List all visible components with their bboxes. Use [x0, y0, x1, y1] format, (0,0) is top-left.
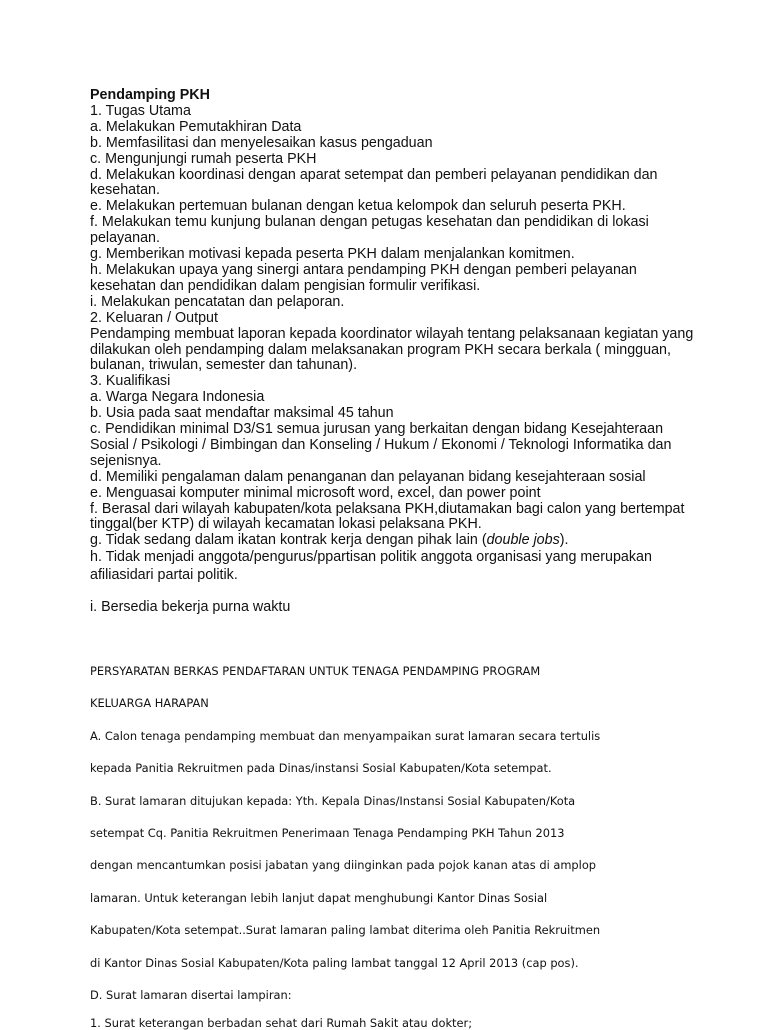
text-line: kesehatan. — [90, 182, 160, 199]
text-line: f. Melakukan temu kunjung bulanan dengan petugas kesehatan dan pendidikan di lokasi — [90, 214, 649, 231]
text-line-cut-off: 1. Surat keterangan berbadan sehat dari Rumah Sakit atau dokter; — [90, 1016, 473, 1030]
text-line: Sosial / Psikologi / Bimbingan dan Konseling / Hukum / Ekonomi / Teknologi Informatika dan — [90, 436, 672, 453]
spacer — [90, 584, 710, 600]
document-body — [90, 88, 710, 616]
paragraph-line: D. Surat lamaran disertai lampiran: — [90, 987, 292, 1002]
text-line: d. Melakukan koordinasi dengan aparat setempat dan pemberi pelayanan pendidikan dan — [90, 166, 658, 183]
paragraph-line: B. Surat lamaran ditujukan kepada: Yth. Kepala Dinas/Instansi Sosial Kabupaten/Kota — [90, 793, 576, 808]
paragraph-line: kepada Panitia Rekruitmen pada Dinas/instansi Sosial Kabupaten/Kota setempat. — [90, 761, 552, 776]
text-line: a. Warga Negara Indonesia — [90, 389, 265, 406]
section-persyaratan-berkas — [90, 663, 710, 1019]
paragraph-line: Kabupaten/Kota setempat..Surat lamaran paling lambat diterima oleh Panitia Rekruitmen — [90, 923, 601, 938]
text-line: c. Mengunjungi rumah peserta PKH — [90, 150, 317, 167]
text-line: c. Pendidikan minimal D3/S1 semua jurusan yang berkaitan dengan bidang Kesejahteraan — [90, 421, 664, 438]
document-title: Pendamping PKH — [90, 87, 210, 103]
paragraph-line: A. Calon tenaga pendamping membuat dan menyampaikan surat lamaran secara tertulis — [90, 728, 601, 743]
text-line: sejenisnya. — [90, 452, 162, 469]
text-line: d. Memiliki pengalaman dalam penanganan dan pelayanan bidang kesejahteraan sosial — [90, 468, 646, 485]
text-line: g. Tidak sedang dalam ikatan kontrak kerja dengan pihak lain (double jobs). — [90, 532, 569, 549]
text-line: i. Bersedia bekerja purna waktu — [90, 599, 291, 616]
text-line: tinggal(ber KTP) di wilayah kecamatan lokasi pelaksana PKH. — [90, 516, 482, 533]
paragraph-line: setempat Cq. Panitia Rekruitmen Penerimaan Tenaga Pendamping PKH Tahun 2013 — [90, 825, 565, 840]
text-line: h. Tidak menjadi anggota/pengurus/ppartisan politik anggota organisasi yang merupakan — [90, 549, 652, 566]
text-line: a. Melakukan Pemutakhiran Data — [90, 118, 302, 135]
paragraph-line: di Kantor Dinas Sosial Kabupaten/Kota paling lambat tanggal 12 April 2013 (cap pos). — [90, 955, 579, 970]
text-line: b. Usia pada saat mendaftar maksimal 45 tahun — [90, 405, 394, 422]
text-line: dilakukan oleh pendamping dalam melaksanakan program PKH secara berkala ( mingguan, — [90, 341, 671, 358]
text-line: 1. Tugas Utama — [90, 102, 191, 119]
text-line: g. Memberikan motivasi kepada peserta PKH dalam menjalankan komitmen. — [90, 246, 575, 263]
paragraph-line: lamaran. Untuk keterangan lebih lanjut dapat menghubungi Kantor Dinas Sosial — [90, 890, 548, 905]
text-line: e. Menguasai komputer minimal microsoft word, excel, dan power point — [90, 484, 541, 501]
text-line: afiliasidari partai politik. — [90, 567, 238, 584]
italic-text: double jobs — [486, 532, 560, 549]
text-line: e. Melakukan pertemuan bulanan dengan ketua kelompok dan seluruh peserta PKH. — [90, 198, 626, 215]
paragraph-line: dengan mencantumkan posisi jabatan yang diinginkan pada pojok kanan atas di amplop — [90, 858, 597, 873]
section-pendamping-pkh — [90, 104, 710, 533]
text-line: kesehatan dan pendidikan dalam pengisian formulir verifikasi. — [90, 277, 481, 294]
text-line: i. Melakukan pencatatan dan pelaporan. — [90, 293, 345, 310]
text-line: pelayanan. — [90, 230, 160, 247]
text-line: Pendamping membuat laporan kepada koordinator wilayah tentang pelaksanaan kegiatan yang — [90, 325, 694, 342]
text-line: bulanan, triwulan, semester dan tahunan). — [90, 357, 358, 374]
text-line: 2. Keluaran / Output — [90, 309, 218, 326]
text-line: h. Melakukan upaya yang sinergi antara pendamping PKH dengan pemberi pelayanan — [90, 261, 637, 278]
text-line: f. Berasal dari wilayah kabupaten/kota pelaksana PKH,diutamakan bagi calon yang bertempat — [90, 500, 685, 517]
text-line: b. Memfasilitasi dan menyelesaikan kasus pengaduan — [90, 134, 433, 151]
paragraph-line: PERSYARATAN BERKAS PENDAFTARAN UNTUK TENAGA PENDAMPING PROGRAM — [90, 664, 541, 678]
paragraph-line: KELUARGA HARAPAN — [90, 696, 209, 711]
text-line: 3. Kualifikasi — [90, 373, 171, 390]
